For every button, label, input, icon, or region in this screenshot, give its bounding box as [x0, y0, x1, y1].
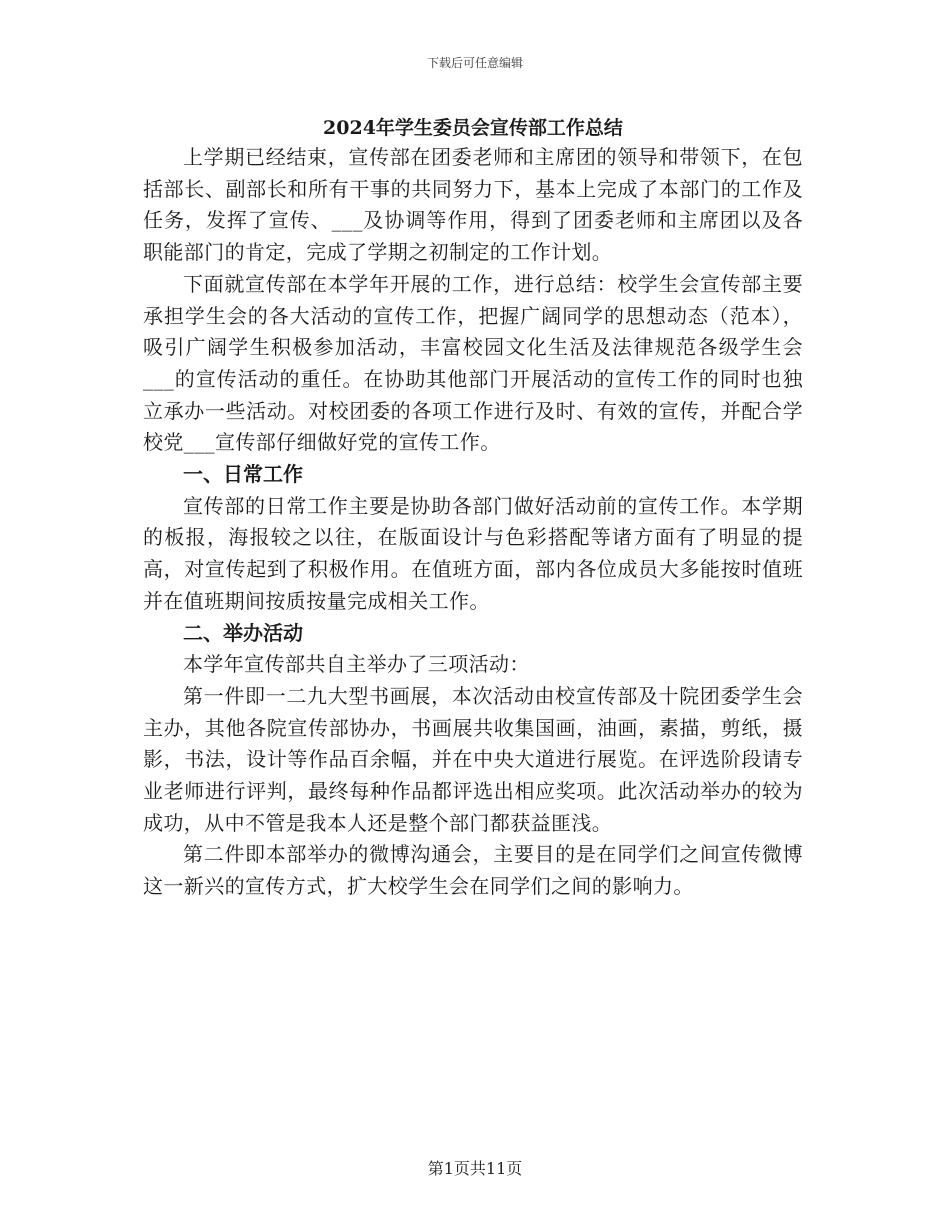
section-heading: 一、日常工作: [183, 462, 303, 487]
paragraph: 第二件即本部举办的微博沟通会，主要目的是在同学们之间宣传微博这一新兴的宣传方式，扩大校学生会在同学们之间的影响力。: [143, 842, 803, 899]
paragraph: 第一件即一二九大型书画展，本次活动由校宣传部及十院团委学生会主办，其他各院宣传部协办，书画展共收集国画，油画，素描，剪纸，摄影，书法，设计等作品百余幅，并在中央大道进行展览。在评选阶段请专业老师进行评判，最终每种作品都评选出相应奖项。此次活动举办的较为成功，从中不管是我本人还是整个部门都获益匪浅。: [143, 683, 803, 835]
document-title: 2024年学生委员会宣传部工作总结: [323, 117, 623, 139]
paragraph: 宣传部的日常工作主要是协助各部门做好活动前的宣传工作。本学期的板报，海报较之以往，在版面设计与色彩搭配等诸方面有了明显的提高，对宣传起到了积极作用。在值班方面，部内各位成员大多能按时值班并在值班期间按质按量完成相关工作。: [143, 493, 803, 613]
header-note: 下载后可任意编辑: [426, 56, 523, 70]
paragraph: 上学期已经结束，宣传部在团委老师和主席团的领导和带领下，在包括部长、副部长和所有干事的共同努力下，基本上完成了本部门的工作及任务，发挥了宣传、___及协调等作用，得到了团委老师和主席团以及各职能部门的肯定，完成了学期之初制定的工作计划。: [143, 145, 803, 265]
paragraph: 本学年宣传部共自主举办了三项活动：: [183, 652, 530, 677]
document-body: [143, 114, 803, 903]
page-number: 第1页共11页: [427, 1159, 523, 1178]
paragraph: 下面就宣传部在本学年开展的工作，进行总结：校学生会宣传部主要承担学生会的各大活动的宣传工作，把握广阔同学的思想动态（范本），吸引广阔学生积极参加活动，丰富校园文化生活及法律规范各级学生会___的宣传活动的重任。在协助其他部门开展活动的宣传工作的同时也独立承办一些活动。对校团委的各项工作进行及时、有效的宣传，并配合学校党___宣传部仔细做好党的宣传工作。: [143, 271, 803, 455]
section-heading: 二、举办活动: [183, 620, 303, 645]
